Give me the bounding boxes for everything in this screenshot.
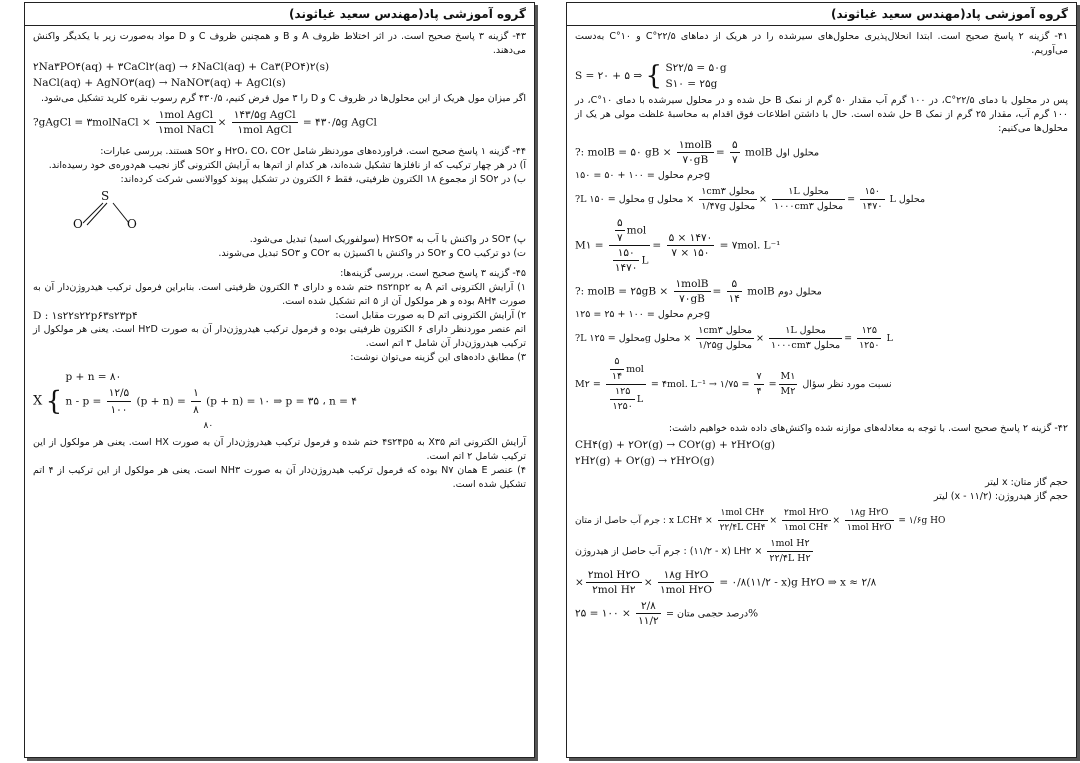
q45-i1: ۱) آرایش الکترونی اتم A به ns۲np۲ ختم شده و دارای ۴ الکترون ظرفیتی است. بنابراین فرمول ترکیب هیدروژن‌دار آن به صورت AH۴ بوده و هر مولکول آن از ۵ اتم تشکیل شده است. [33,282,526,307]
lewis-sulfur: S [101,189,110,203]
q42-eq1: CH۴(g) + ۲O۲(g) → CO۲(g) + ۲H۲O(g) [575,439,776,451]
q44-a: آ) در هر چهار ترکیب که از نافلزها تشکیل شده‌اند، هر کدام از اتم‌ها به آرایش الکترونی گاز نجیب هم‌دوره‌ی خود رسیده‌اند. [48,160,526,171]
lewis-oxygen-2: O [127,217,137,231]
q43-eq2: NaCl(aq) + AgNO۳(aq) → NaNO۳(aq) + AgCl(s) [33,77,286,89]
q41-vol2: ?L محلول = ۱۲۵g محلول × ۱cm۳ محلول ۱/۲۵g محلول × ۱L محلول ۱۰۰۰cm۳ محلول = ۱۲۵ ۱۲۵۰ L [575,325,893,351]
q42-gas2: حجم گاز هیدروژن: (۱۱/۲ - x) لیتر [933,491,1068,502]
page-right [566,2,1077,758]
q45-i2-row [33,309,526,323]
q45-intro: ۴۵- گزینه ۳ پاسخ صحیح است. بررسی گزینه‌ها: [340,268,526,279]
q41-sol2-mol: ?: molB = ۲۵gB × ۱molB ۷۰gB = ۵ ۱۴ molB محلول دوم [575,278,822,305]
q41-mass1: جرم محلول = ۱۰۰ + ۵۰ = ۱۵۰g [575,170,711,181]
q43-intro: ۴۳- گزینه ۳ پاسخ صحیح است. در اثر اختلاط ظروف A و B و همچنین ظروف C و D مواد به‌صورت زیر با یکدیگر واکنش می‌دهند. [33,31,526,56]
q45-system: X { p + n = ۸۰ n - p = ۱۲/۵ ۱۰۰ (p + n) = ۱ ۸ (p + n) = ۱۰ ۸۰ ⇒ p = ۳۵ ، n = ۴ [33,371,357,431]
fraction: ۱۴۳/۵g AgCl ۱mol AgCl [233,109,296,136]
q45-config: D : ۱s۲۲s۲۲p۶۳s۲۳p۴ [33,310,138,322]
q44-p: پ) SO۳ در واکنش با آب به H۲SO۴ (سولفوریک اسید) تبدیل می‌شود. [249,234,526,245]
q42-water2: جرم آب حاصل از هیدروژن : (۱۱/۲ - x) LH۲ × ۱mol H۲ ۲۲/۴L H۲ [575,538,811,564]
q45-i3: ۳) مطابق داده‌های این گزینه می‌توان نوشت: [350,352,526,363]
q41-m1: M۱ = ۵ ۷ mol ۱۵۰ ۱۴۷۰ L = ۵ × ۱۴۷۰ ۷ × ۱۵۰ = ۷mol. L⁻¹ [575,217,781,274]
q42-water1: جرم آب حاصل از متان : x LCH۴ × ۱mol CH۴ ۲۲/۴L CH۴ × ۲mol H۲O ۱mol CH۴ × ۱۸g H۲O ۱mol H۲O = ۱/۶g HO [575,508,946,533]
fraction: ۱ ۸ [193,387,199,416]
q44-t: ت) دو ترکیب CO و SO۲ در واکنش با اکسیژن به CO۲ و SO۳ تبدیل می‌شوند. [218,248,526,259]
page-header [25,3,534,26]
q44-b: ب) در SO۲ از مجموع ۱۸ الکترون ظرفیتی، فقط ۶ الکترون در تشکیل پیوند کووالانسی شرکت کرده‌اند: [120,174,526,185]
q42-gas1: حجم گاز متان: x لیتر [985,477,1068,488]
q41-intro: ۴۱- گزینه ۲ پاسخ صحیح است. ابتدا انحلال‌پذیری محلول‌های سیرشده را در هریک از دماهای ۲۲/۵°C و ۱۰°C به‌دست می‌آوریم. [575,31,1068,56]
q41-text2: پس در محلول با دمای ۲۲/۵°C، در ۱۰۰ گرم آب مقدار ۵۰ گرم از نمک B حل شده و در محلول سیرشده با دمای ۱۰°C، در ۱۰۰ گرم آب، مقدار ۲۵ گرم از نمک B حل شده است. حال با داشتن اطلاعات فوق اقدام به محاسبهٔ غلظت مولی هر یک از محلول‌ها می‌کنیم: [575,95,1069,134]
q41-vol1: ?L محلول = ۱۵۰ g محلول × ۱cm۳ محلول ۱/۴۷g محلول × ۱L محلول ۱۰۰۰cm۳ محلول = ۱۵۰ ۱۴۷۰ L محلول [575,186,926,212]
q42-eq2: ۲H۲(g) + O۲(g) → ۲H۲O(g) [575,455,715,467]
q45-i2: ۲) آرایش الکترونی اتم D به صورت مقابل است: [335,310,526,321]
q41-s-eq: S = ۲۰ + ۵ ⇒ { S۲۲/۵ = ۵۰g S۱۰ = ۲۵g [575,61,727,91]
q45-i2b: اتم عنصر موردنظر دارای ۶ الکترون ظرفیتی بوده و فرمول ترکیب هیدروژن‌دار آن به صورت H۲D است. یعنی هر مولکول از ترکیب هیدروژن‌دار آن شامل ۳ اتم است. [33,324,527,349]
so2-lewis-structure [63,187,153,233]
q42-water3: × ۲mol H۲O ۲mol H۲ × ۱۸g H۲O ۱mol H۲O = ۰/۸(۱۱/۲ - x)g H۲O ⇒ x ≈ ۲/۸ [575,569,877,596]
q42-intro: ۴۲- گزینه ۲ پاسخ صحیح است. با توجه به معادله‌های موازنه شده واکنش‌های داده شده خواهیم داشت: [668,423,1068,434]
fraction: ۱mol AgCl ۱mol NaCl [158,109,214,136]
page-left [24,2,535,758]
page-header [567,3,1076,26]
lewis-oxygen-1: O [73,217,83,231]
q41-sol1-mol: ?: molB = ۵۰ gB × ۱molB ۷۰gB = ۵ ۷ molB محلول اول [575,139,820,166]
page-content [25,26,534,492]
q41-mass2: جرم محلول = ۱۰۰ + ۲۵ = ۱۲۵g [575,309,711,320]
q42-percent: درصد حجمی متان = ۲/۸ ۱۱/۲ × ۱۰۰ = ۲۵% [575,600,759,627]
page-content [567,26,1076,628]
q45-i3b: آرایش الکترونی اتم X۳۵ به ۴s۲۴p۵ ختم شده و فرمول ترکیب هیدروژن‌دار آن به صورت HX است. یعنی هر مولکول از این ترکیب شامل ۲ اتم است. [33,437,526,462]
q43-text2: اگر میزان مول هریک از این محلول‌ها در ظروف C و D را ۳ مول فرض کنیم، ۴۳۰/۵ گرم رسوب نقره کلرید تشکیل می‌شود. [40,93,526,104]
q41-m2: M۲ = ۵ ۱۴ mol ۱۲۵ ۱۲۵۰ L = ۴mol. L⁻¹ → نسبت مورد نظر سؤال $\frac{M۱}{M۲}$ = ۷ ۴ = ۱/۷۵ [575,356,892,412]
q43-eq1: ۲Na۳PO۴(aq) + ۳CaCl۲(aq) → ۶NaCl(aq) + Ca۳(PO۴)۲(s) [33,61,330,73]
fraction: ۱۲/۵ ۱۰۰ [108,387,130,416]
header-title: گروه آموزشی پاد(مهندس سعید غیاثوند) [831,7,1068,21]
q44-intro: ۴۴- گزینه ۱ پاسخ صحیح است. فراورده‌های موردنظر شامل H۲O، CO، CO۲ و SO۲ هستند. بررسی عبارات: [100,146,526,157]
header-title: گروه آموزشی پاد(مهندس سعید غیاثوند) [289,7,526,21]
q43-calc: ?gAgCl = ۳molNaCl × ۱mol AgCl ۱mol NaCl × ۱۴۳/۵g AgCl ۱mol AgCl = ۴۳۰/۵g AgCl [33,109,377,136]
q45-i4: ۴) عنصر E همان N۷ بوده که فرمول ترکیب هیدروژن‌دار آن به صورت NH۳ است. یعنی هر مولکول از این ترکیب از ۴ اتم تشکیل شده است. [33,465,526,490]
